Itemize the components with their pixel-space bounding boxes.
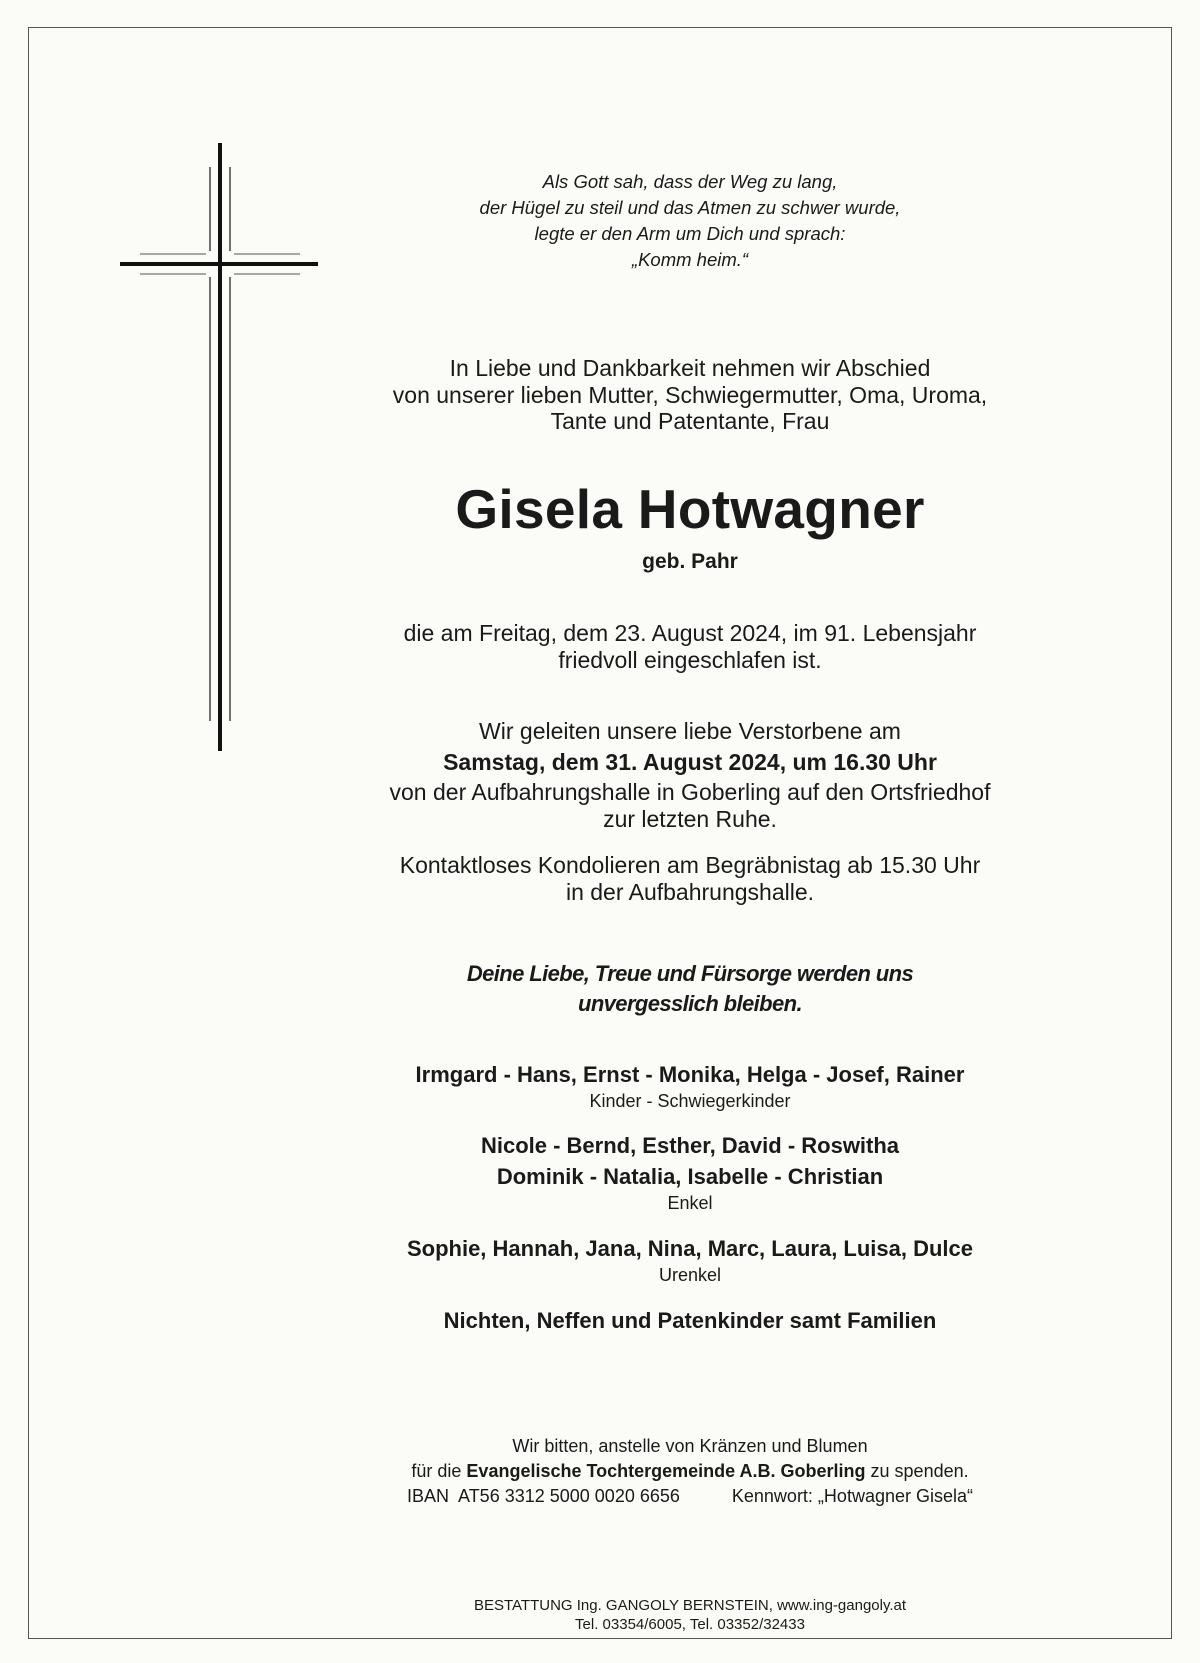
poem-line: der Hügel zu steil und das Atmen zu schwer wurde, bbox=[479, 197, 901, 218]
intro-text bbox=[300, 355, 1080, 435]
family-great-grandchildren bbox=[300, 1233, 1080, 1286]
funeral-line: von der Aufbahrungshalle in Goberling auf den Ortsfriedhof bbox=[389, 779, 991, 805]
cross-icon bbox=[120, 143, 320, 753]
great-grandchildren-relation: Urenkel bbox=[658, 1265, 722, 1285]
funeral-line: Wir geleiten unsere liebe Verstorbene am bbox=[479, 718, 901, 744]
love-quote bbox=[300, 959, 1080, 1019]
intro-line: In Liebe und Dankbarkeit nehmen wir Abschied bbox=[449, 355, 931, 381]
donation-recipient: Evangelische Tochtergemeinde A.B. Goberling bbox=[466, 1461, 866, 1481]
funeral-date-time: Samstag, dem 31. August 2024, um 16.30 Uhr bbox=[443, 749, 937, 775]
donation-suffix: zu spenden. bbox=[870, 1461, 969, 1481]
love-quote-line: Deine Liebe, Treue und Fürsorge werden uns bbox=[466, 961, 914, 986]
great-grandchildren-names: Sophie, Hannah, Jana, Nina, Marc, Laura, Luisa, Dulce bbox=[406, 1236, 974, 1261]
donation-request bbox=[300, 1434, 1080, 1509]
love-quote-line: unvergesslich bleiben. bbox=[578, 991, 802, 1016]
poem-line: „Komm heim.“ bbox=[631, 249, 749, 270]
deceased-name: Gisela Hotwagner bbox=[455, 478, 925, 540]
intro-line: Tante und Patentante, Frau bbox=[550, 408, 830, 434]
intro-line: von unserer lieben Mutter, Schwiegermutter, Oma, Uroma, bbox=[392, 381, 988, 408]
condolence-info bbox=[300, 852, 1080, 906]
bank-details bbox=[300, 1484, 1080, 1509]
death-notice bbox=[300, 620, 1080, 674]
funeral-info bbox=[300, 718, 1080, 833]
birth-name: geb. Pahr bbox=[642, 550, 738, 573]
condolence-line: Kontaktloses Kondolieren am Begräbnistag ab 15.30 Uhr bbox=[399, 852, 981, 878]
iban: IBAN AT56 3312 5000 0020 6656 bbox=[407, 1486, 680, 1506]
funeral-line: zur letzten Ruhe. bbox=[603, 806, 777, 832]
poem bbox=[300, 169, 1080, 273]
death-notice-line: friedvoll eingeschlafen ist. bbox=[558, 647, 822, 673]
family-others: Nichten, Neffen und Patenkinder samt Familien bbox=[443, 1308, 937, 1333]
children-relation: Kinder - Schwiegerkinder bbox=[589, 1091, 791, 1111]
funeral-home-footer bbox=[300, 1596, 1080, 1634]
family-grandchildren bbox=[300, 1130, 1080, 1214]
donation-line: Wir bitten, anstelle von Kränzen und Blumen bbox=[512, 1436, 868, 1456]
grandchildren-names: Dominik - Natalia, Isabelle - Christian bbox=[496, 1164, 884, 1189]
grandchildren-names: Nicole - Bernd, Esther, David - Roswitha bbox=[480, 1133, 900, 1158]
footer-line: BESTATTUNG Ing. GANGOLY BERNSTEIN, www.ing-gangoly.at bbox=[473, 1597, 907, 1614]
donation-line bbox=[300, 1459, 1080, 1484]
children-names: Irmgard - Hans, Ernst - Monika, Helga - Josef, Rainer bbox=[415, 1062, 965, 1087]
grandchildren-relation: Enkel bbox=[667, 1193, 713, 1213]
poem-line: Als Gott sah, dass der Weg zu lang, bbox=[542, 171, 838, 192]
donation-keyword: Kennwort: „Hotwagner Gisela“ bbox=[731, 1486, 973, 1506]
condolence-line: in der Aufbahrungshalle. bbox=[565, 879, 815, 905]
footer-line: Tel. 03354/6005, Tel. 03352/32433 bbox=[575, 1616, 805, 1633]
poem-line: legte er den Arm um Dich und sprach: bbox=[534, 223, 846, 244]
death-notice-line: die am Freitag, dem 23. August 2024, im 91. Lebensjahr bbox=[403, 620, 977, 646]
family-children bbox=[300, 1059, 1080, 1112]
donation-prefix: für die bbox=[411, 1461, 462, 1481]
